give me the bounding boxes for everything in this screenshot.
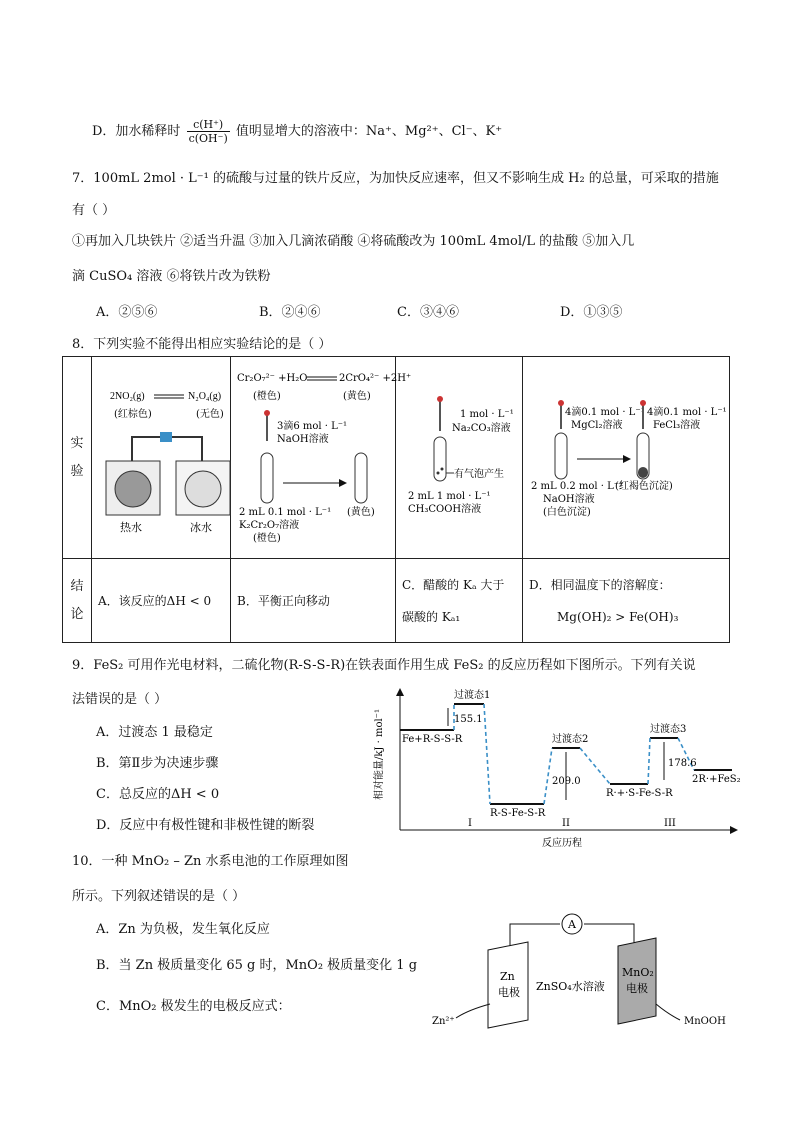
q8d-sol1: 2 mL 0.2 mol · L⁻¹ [531,481,624,492]
q8a-flask-cold [185,471,221,507]
q6d-tail: 值明显增大的溶液中：Na⁺、Mg²⁺、Cl⁻、K⁺ [235,124,503,139]
q9-s3-label: 2R·+FeS₂ [692,774,741,785]
q8c-drop2: Na₂CO₃溶液 [452,423,511,434]
q10-out-right-arrow [656,1004,680,1020]
q7-option-a[interactable]: A．②⑤⑥ [96,305,158,320]
q6-option-d [92,118,502,145]
q6d-label: D．加水稀释时 [92,124,181,139]
q9-x-arrowhead [730,826,738,834]
q8b-color2: (黄色) [343,391,371,402]
q10-mno2-electrode [618,938,656,1024]
q6d-frac-num: c(H⁺) [187,118,230,132]
q8b-drop1: 3滴6 mol · L⁻¹ [277,421,348,432]
q7-line1: 7．100mL 2mol · L⁻¹ 的硫酸与过量的铁片反应，为加快反应速率，但又不影响生成 H₂ 的总量，可采取的措施 [72,171,719,186]
q8a-color-right: (无色) [196,408,224,420]
q10-zn-label2: 电极 [498,986,520,999]
q9-ts1-label: 过渡态1 [454,690,491,701]
q8d-conc1: D．相同温度下的溶解度： [529,577,671,592]
q8a-flask-hot [115,471,151,507]
q8-row2-label-text: 结论 [70,578,84,622]
q8c-dropper-bulb [437,396,443,402]
q7-line2: 有（ ） [72,203,116,218]
q8d-arrowhead [623,455,631,463]
q8-conclusion-a: A．该反应的ΔH < 0 [92,559,231,643]
q8b-drop2: NaOH溶液 [277,434,329,445]
q9-s0-label: Fe+R-S-S-R [402,734,463,745]
q7-option-d[interactable]: D．①③⑤ [560,305,623,320]
q9-e2-label: 209.0 [552,776,581,787]
q10-mn-label1: MnO₂ [622,966,654,979]
q10-out-right: MnOOH [684,1016,726,1027]
q10-meter-label: A [568,918,576,931]
q9-step2: II [562,818,570,829]
q8d-drop-b2: FeCl₃溶液 [653,420,701,431]
q8b-eq-left: Cr₂O₇²⁻ +H₂O [237,373,308,384]
q9-option-c[interactable]: C．总反应的ΔH < 0 [96,787,220,802]
q10-option-a[interactable]: A．Zn 为负极，发生氧化反应 [96,922,270,937]
q8d-dropper1-bulb [558,400,564,406]
q9-line1: 9．FeS₂ 可用作光电材料，二硫化物(R-S-S-R)在铁表面作用生成 FeS₂ 的反应历程如下图所示。下列有关说 [72,658,696,673]
q9-step3: III [664,818,676,829]
q7-line3: ①再加入几块铁片 ②适当升温 ③加入几滴浓硝酸 ④将硫酸改为 100mL 4mol/L 的盐酸 ⑤加入几 [72,234,635,249]
q8-cell-d-diagram [523,357,729,555]
q8b-color1: (橙色) [253,391,281,402]
q8d-drop-a1: 4滴0.1 mol · L⁻¹ [565,407,645,418]
q8-cell-a-diagram [92,359,230,557]
q8-conclusion-c [396,559,523,643]
q7-option-b[interactable]: B．②④⑥ [259,305,321,320]
q8b-tube2 [355,453,367,503]
q8a-color-left: (红棕色) [114,408,152,420]
q9-e1-label: 155.1 [454,714,483,725]
q10-option-b[interactable]: B．当 Zn 极质量变化 65 g 时，MnO₂ 极质量变化 1 g [96,958,418,973]
q8c-bubble1 [437,472,440,475]
q8c-sol1: 2 mL 1 mol · L⁻¹ [408,491,491,502]
q8a-clamp [160,432,172,442]
q8-row1-label-text: 实验 [70,435,84,479]
q8d-sol3: (白色沉淀) [543,507,591,518]
q8b-after: (黄色) [347,507,375,518]
q8-cell-c-experiment [396,357,523,559]
q8c-bubble-label: 有气泡产生 [454,469,504,480]
q8c-tube [434,437,446,481]
q9-option-b[interactable]: B．第Ⅱ步为决速步骤 [96,756,219,771]
q8d-drop-b1: 4滴0.1 mol · L⁻¹ [647,407,727,418]
q9-ts2-label: 过渡态2 [552,734,589,745]
q8b-tube1 [261,453,273,503]
q8a-eq-right: N₂O₄(g) [188,390,222,402]
q9-energy-diagram [362,688,742,850]
q8-cell-b-diagram [231,357,412,555]
q8b-eq-right: 2CrO₄²⁻ +2H⁺ [339,373,412,384]
q7-option-c[interactable]: C．③④⑥ [397,305,459,320]
q8-row-label-experiment [63,357,92,559]
q8d-dropper2-bulb [640,400,646,406]
q9-step1: I [468,818,472,829]
q10-zn-label1: Zn [500,970,515,983]
q9-option-d[interactable]: D．反应中有极性键和非极性键的断裂 [96,818,315,833]
q8c-conc2: 碳酸的 Kₐ₁ [402,609,461,624]
q9-e3-label: 178.6 [668,758,697,769]
q8d-red: (红褐色沉淀) [615,481,673,492]
q9-ts3-label: 过渡态3 [650,724,687,735]
q8d-drop-a2: MgCl₂溶液 [571,420,623,431]
q8b-sol1: 2 mL 0.1 mol · L⁻¹ [239,507,332,518]
q8d-precipitate [638,467,648,478]
q8a-eq-left: 2NO₂(g) [110,390,145,402]
q9-option-a[interactable]: A．过渡态 1 最稳定 [96,725,213,740]
q10-line1: 10．一种 MnO₂ – Zn 水系电池的工作原理如图 [72,854,349,869]
q9-xlabel: 反应历程 [542,838,582,849]
q9-y-arrowhead [396,688,404,696]
q8-row-label-conclusion [63,559,92,643]
q8-cell-b-experiment [231,357,412,559]
q8-cell-c-diagram [396,357,522,555]
q10-zn-electrode [488,942,528,1028]
q8a-hot-label: 热水 [120,520,142,534]
q8-conclusion-d [523,559,730,643]
q10-electrolyte: ZnSO₄水溶液 [536,980,605,993]
q8-cell-a-experiment [92,357,231,559]
q6d-frac-den: c(OH⁻) [188,132,228,145]
q6d-fraction [187,118,230,145]
q9-s1-label: R-S-Fe-S-R [490,808,546,819]
q8c-bubble2 [441,468,444,471]
q8-cell-d-experiment [523,357,730,559]
q8d-conc2: Mg(OH)₂ > Fe(OH)₃ [557,609,679,624]
q10-line2: 所示。下列叙述错误的是（ ） [72,889,246,904]
q9-line2: 法错误的是（ ） [72,692,168,707]
q8-experiment-table [62,356,730,643]
q8b-arrowhead [339,479,347,487]
q8-conclusion-b: B．平衡正向移动 [231,559,396,643]
q8c-conc1: C．醋酸的 Kₐ 大于 [402,577,505,592]
q10-battery-diagram [428,910,738,1034]
q10-mn-label2: 电极 [626,982,648,995]
q7-line4: 滴 CuSO₄ 溶液 ⑥将铁片改为铁粉 [72,269,271,284]
q8b-sol3: (橙色) [253,533,281,544]
q9-ylabel: 相对能量/kJ · mol⁻¹ [374,709,385,800]
q8c-drop1: 1 mol · L⁻¹ [460,409,514,420]
q8d-sol2: NaOH溶液 [543,494,595,505]
q8b-sol2: K₂Cr₂O₇溶液 [239,520,300,531]
q8b-dropper-bulb [264,410,270,416]
q8d-tube1 [555,433,567,479]
q8a-cold-label: 冰水 [190,520,212,534]
q9-s2-label: R·+·S-Fe-S-R [606,788,673,799]
q10-out-left-arrow [456,1004,490,1018]
q10-option-c[interactable]: C．MnO₂ 极发生的电极反应式： [96,999,291,1014]
q10-out-left: Zn²⁺ [432,1016,455,1027]
q8c-sol2: CH₃COOH溶液 [408,504,482,515]
q8-stem: 8．下列实验不能得出相应实验结论的是（ ） [72,337,332,352]
